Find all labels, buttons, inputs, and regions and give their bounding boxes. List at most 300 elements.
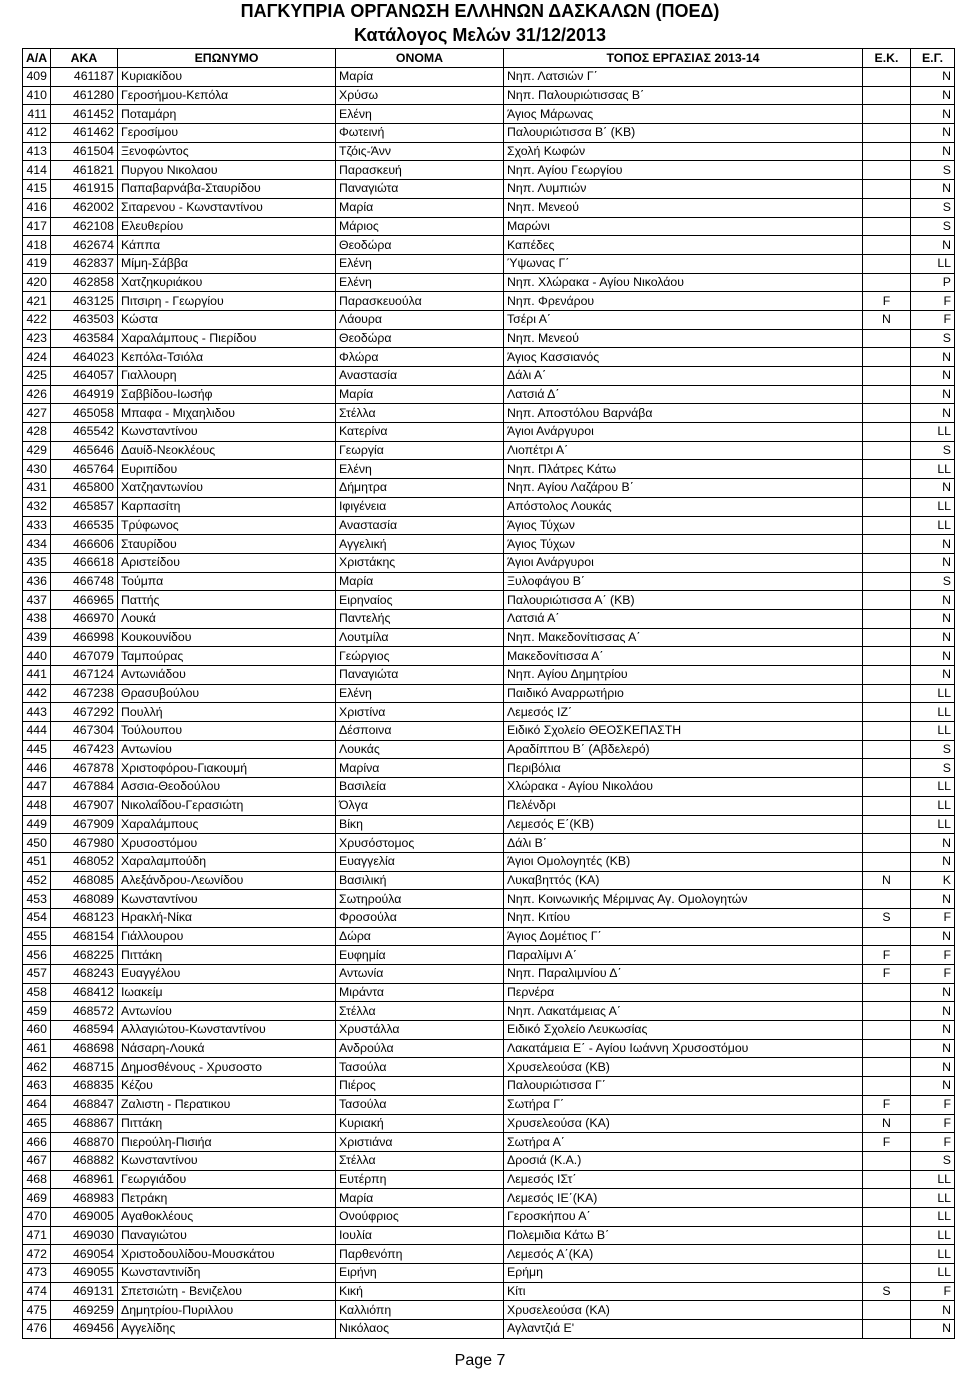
cell-name: Χριστιάνα [336, 1133, 504, 1152]
cell-eg: N [911, 105, 955, 124]
cell-surname: Κυριακίδου [118, 68, 336, 87]
table-row [23, 834, 955, 853]
cell-ek: N [863, 871, 911, 890]
cell-eg: N [911, 1320, 955, 1339]
cell-workplace: Αγλαντζιά Ε' [504, 1320, 863, 1339]
cell-name: Λουκάς [336, 740, 504, 759]
cell-aa: 476 [23, 1320, 51, 1339]
table-row [23, 254, 955, 273]
cell-ek [863, 385, 911, 404]
members-table [22, 48, 955, 1339]
cell-workplace: Ερήμη [504, 1264, 863, 1283]
cell-aa: 473 [23, 1264, 51, 1283]
cell-name: Μαρία [336, 385, 504, 404]
cell-workplace: Παλουριώτισσα Β΄ (ΚΒ) [504, 124, 863, 143]
cell-eg: N [911, 124, 955, 143]
header-row [23, 49, 955, 68]
cell-ek [863, 1320, 911, 1339]
cell-workplace: Ύψωνας Γ΄ [504, 254, 863, 273]
cell-aa: 412 [23, 124, 51, 143]
cell-workplace: Άγιος Τύχων [504, 535, 863, 554]
cell-ek [863, 236, 911, 255]
cell-workplace: Μαρώνι [504, 217, 863, 236]
cell-aa: 474 [23, 1282, 51, 1301]
cell-ek [863, 815, 911, 834]
cell-aa: 454 [23, 908, 51, 927]
cell-eg: N [911, 404, 955, 423]
table-row [23, 479, 955, 498]
cell-surname: Λουκά [118, 609, 336, 628]
cell-eg: N [911, 1002, 955, 1021]
cell-aka: 466748 [51, 572, 118, 591]
cell-aka: 469259 [51, 1301, 118, 1320]
cell-aa: 419 [23, 254, 51, 273]
cell-eg: N [911, 628, 955, 647]
cell-aka: 468052 [51, 852, 118, 871]
cell-aa: 444 [23, 722, 51, 741]
table-row [23, 647, 955, 666]
cell-aa: 416 [23, 198, 51, 217]
cell-surname: Χατζηκυριάκου [118, 273, 336, 292]
cell-workplace: Ξυλοφάγου Β΄ [504, 572, 863, 591]
cell-name: Γεωργία [336, 441, 504, 460]
cell-surname: Χαραλαμπούδη [118, 852, 336, 871]
cell-name: Αναστασία [336, 367, 504, 386]
table-row [23, 385, 955, 404]
cell-name: Ελένη [336, 105, 504, 124]
cell-workplace: Κίτι [504, 1282, 863, 1301]
cell-surname: Αγγελίδης [118, 1320, 336, 1339]
cell-surname: Παπαβαρνάβα-Σταυρίδου [118, 180, 336, 199]
cell-name: Παναγιώτα [336, 180, 504, 199]
cell-aka: 468225 [51, 946, 118, 965]
cell-surname: Θρασυβούλου [118, 684, 336, 703]
table-row [23, 609, 955, 628]
cell-ek [863, 516, 911, 535]
cell-aka: 461821 [51, 161, 118, 180]
cell-aka: 461452 [51, 105, 118, 124]
table-row [23, 965, 955, 984]
table-row [23, 1282, 955, 1301]
cell-eg: N [911, 666, 955, 685]
cell-aka: 467878 [51, 759, 118, 778]
cell-ek [863, 740, 911, 759]
cell-name: Δώρα [336, 927, 504, 946]
cell-ek [863, 703, 911, 722]
cell-surname: Χαραλάμπους [118, 815, 336, 834]
cell-eg: LL [911, 423, 955, 442]
table-row [23, 161, 955, 180]
cell-workplace: Δροσιά (Κ.Α.) [504, 1151, 863, 1170]
table-row [23, 983, 955, 1002]
cell-eg: S [911, 740, 955, 759]
cell-aka: 466998 [51, 628, 118, 647]
cell-workplace: Λατσιά Α΄ [504, 609, 863, 628]
cell-surname: Αγαθοκλέους [118, 1207, 336, 1226]
cell-name: Παρασκευή [336, 161, 504, 180]
cell-ek: N [863, 310, 911, 329]
members-table-body [23, 68, 955, 1339]
table-row [23, 1264, 955, 1283]
cell-eg: F [911, 310, 955, 329]
cell-aa: 457 [23, 965, 51, 984]
cell-aka: 463125 [51, 292, 118, 311]
table-row [23, 367, 955, 386]
cell-aka: 468961 [51, 1170, 118, 1189]
table-row [23, 1301, 955, 1320]
cell-workplace: Νηπ. Λακατάμειας Α΄ [504, 1002, 863, 1021]
cell-name: Θεοδώρα [336, 236, 504, 255]
cell-name: Παρθενόπη [336, 1245, 504, 1264]
cell-surname: Νάσαρη-Λουκά [118, 1039, 336, 1058]
cell-eg: F [911, 292, 955, 311]
cell-ek [863, 722, 911, 741]
cell-aa: 460 [23, 1021, 51, 1040]
cell-name: Βασιλεία [336, 778, 504, 797]
table-row [23, 796, 955, 815]
cell-workplace: Νηπ. Αγίου Λαζάρου Β΄ [504, 479, 863, 498]
table-row [23, 329, 955, 348]
cell-aa: 430 [23, 460, 51, 479]
cell-aka: 461504 [51, 142, 118, 161]
cell-aa: 410 [23, 86, 51, 105]
cell-workplace: Λεμεσός Ε΄(ΚΒ) [504, 815, 863, 834]
cell-name: Χρύσω [336, 86, 504, 105]
cell-surname: Νικολαΐδου-Γερασιώτη [118, 796, 336, 815]
cell-aa: 466 [23, 1133, 51, 1152]
cell-surname: Ταμπούρας [118, 647, 336, 666]
cell-ek [863, 834, 911, 853]
cell-aka: 462108 [51, 217, 118, 236]
cell-aa: 458 [23, 983, 51, 1002]
cell-ek [863, 348, 911, 367]
table-row [23, 404, 955, 423]
cell-name: Χρυσόστομος [336, 834, 504, 853]
cell-workplace: Δάλι Α΄ [504, 367, 863, 386]
cell-workplace: Άγιος Τύχων [504, 516, 863, 535]
cell-surname: Γεωργιάδου [118, 1170, 336, 1189]
cell-workplace: Γεροσκήπου Α΄ [504, 1207, 863, 1226]
cell-eg: S [911, 441, 955, 460]
cell-aka: 467909 [51, 815, 118, 834]
cell-workplace: Χρυσελεούσα (ΚΑ) [504, 1114, 863, 1133]
cell-surname: Σπετσιώτη - Βενιζελου [118, 1282, 336, 1301]
cell-workplace: Νηπ. Χλώρακα - Αγίου Νικολάου [504, 273, 863, 292]
cell-eg: N [911, 348, 955, 367]
cell-aa: 463 [23, 1077, 51, 1096]
cell-surname: Γεροσίμου [118, 124, 336, 143]
cell-aa: 465 [23, 1114, 51, 1133]
cell-surname: Τούμπα [118, 572, 336, 591]
cell-aka: 463584 [51, 329, 118, 348]
cell-ek [863, 1077, 911, 1096]
cell-surname: Ξενοφώντος [118, 142, 336, 161]
cell-workplace: Νηπ. Κοινωνικής Μέριμνας Αγ. Ομολογητών [504, 890, 863, 909]
table-row [23, 535, 955, 554]
cell-aka: 461915 [51, 180, 118, 199]
cell-eg: N [911, 367, 955, 386]
cell-aka: 467238 [51, 684, 118, 703]
table-row [23, 1151, 955, 1170]
cell-eg: N [911, 1077, 955, 1096]
cell-aka: 467980 [51, 834, 118, 853]
cell-name: Μιράντα [336, 983, 504, 1002]
cell-aka: 466618 [51, 553, 118, 572]
cell-eg: F [911, 1114, 955, 1133]
header-surname: ΕΠΩΝΥΜΟ [118, 49, 336, 68]
cell-surname: Χρυσοστόμου [118, 834, 336, 853]
cell-ek [863, 161, 911, 180]
cell-aka: 466535 [51, 516, 118, 535]
cell-name: Ευφημία [336, 946, 504, 965]
cell-eg: F [911, 908, 955, 927]
cell-aa: 451 [23, 852, 51, 871]
cell-aka: 468870 [51, 1133, 118, 1152]
cell-aka: 468123 [51, 908, 118, 927]
cell-aa: 414 [23, 161, 51, 180]
cell-aka: 468089 [51, 890, 118, 909]
cell-aa: 435 [23, 553, 51, 572]
cell-aa: 426 [23, 385, 51, 404]
table-row [23, 68, 955, 87]
cell-surname: Καρπασίτη [118, 497, 336, 516]
cell-surname: Σταυρίδου [118, 535, 336, 554]
cell-aa: 424 [23, 348, 51, 367]
header-eg: Ε.Γ. [911, 49, 955, 68]
cell-workplace: Σωτήρα Γ΄ [504, 1095, 863, 1114]
table-row [23, 666, 955, 685]
table-row [23, 815, 955, 834]
cell-ek [863, 1207, 911, 1226]
cell-name: Τασούλα [336, 1058, 504, 1077]
cell-surname: Παττής [118, 591, 336, 610]
cell-ek [863, 217, 911, 236]
cell-aka: 468698 [51, 1039, 118, 1058]
table-row [23, 1021, 955, 1040]
cell-name: Μαρίνα [336, 759, 504, 778]
cell-eg: N [911, 142, 955, 161]
cell-eg: F [911, 1095, 955, 1114]
cell-aa: 422 [23, 310, 51, 329]
cell-workplace: Νηπ. Αποστόλου Βαρνάβα [504, 404, 863, 423]
table-row [23, 1170, 955, 1189]
cell-ek [863, 329, 911, 348]
cell-eg: N [911, 68, 955, 87]
cell-name: Μαρία [336, 198, 504, 217]
cell-ek [863, 1245, 911, 1264]
cell-ek [863, 1264, 911, 1283]
cell-aka: 464057 [51, 367, 118, 386]
table-row [23, 1189, 955, 1208]
table-row [23, 348, 955, 367]
cell-ek [863, 142, 911, 161]
cell-surname: Πιτσιρη - Γεωργίου [118, 292, 336, 311]
cell-aa: 464 [23, 1095, 51, 1114]
cell-workplace: Χρυσελεούσα (ΚΑ) [504, 1301, 863, 1320]
cell-aa: 411 [23, 105, 51, 124]
cell-eg: N [911, 1021, 955, 1040]
cell-ek [863, 852, 911, 871]
cell-aka: 468085 [51, 871, 118, 890]
cell-surname: Πιττάκη [118, 946, 336, 965]
cell-workplace: Άγιος Δομέτιος Γ΄ [504, 927, 863, 946]
cell-name: Λάουρα [336, 310, 504, 329]
cell-aka: 462837 [51, 254, 118, 273]
cell-aa: 409 [23, 68, 51, 87]
cell-workplace: Παλουριώτισσα Γ΄ [504, 1077, 863, 1096]
cell-surname: Μίμη-Σάββα [118, 254, 336, 273]
cell-eg: LL [911, 796, 955, 815]
cell-aka: 465764 [51, 460, 118, 479]
cell-name: Πιέρος [336, 1077, 504, 1096]
cell-ek [863, 404, 911, 423]
cell-name: Ελένη [336, 684, 504, 703]
cell-name: Καλλιόπη [336, 1301, 504, 1320]
cell-name: Ιφιγένεια [336, 497, 504, 516]
cell-aa: 432 [23, 497, 51, 516]
cell-aa: 438 [23, 609, 51, 628]
cell-surname: Αλεξάνδρου-Λεωνίδου [118, 871, 336, 890]
cell-workplace: Παιδικό Αναρρωτήριο [504, 684, 863, 703]
cell-aa: 440 [23, 647, 51, 666]
cell-name: Ειρηναίος [336, 591, 504, 610]
cell-workplace: Ειδικό Σχολείο ΘΕΟΣΚΕΠΑΣΤΗ [504, 722, 863, 741]
cell-eg: N [911, 1039, 955, 1058]
cell-aka: 464919 [51, 385, 118, 404]
cell-eg: N [911, 852, 955, 871]
cell-eg: LL [911, 778, 955, 797]
cell-aka: 469131 [51, 1282, 118, 1301]
cell-surname: Χατζηαντωνίου [118, 479, 336, 498]
cell-eg: S [911, 329, 955, 348]
cell-workplace: Νηπ. Κιτίου [504, 908, 863, 927]
cell-name: Στέλλα [336, 1002, 504, 1021]
cell-ek [863, 198, 911, 217]
cell-eg: LL [911, 1226, 955, 1245]
table-row [23, 946, 955, 965]
cell-surname: Γιάλλουρου [118, 927, 336, 946]
cell-surname: Τούλουπου [118, 722, 336, 741]
cell-aa: 446 [23, 759, 51, 778]
cell-aka: 469030 [51, 1226, 118, 1245]
cell-ek: N [863, 1114, 911, 1133]
cell-aa: 449 [23, 815, 51, 834]
table-row [23, 124, 955, 143]
cell-eg: N [911, 535, 955, 554]
table-row [23, 908, 955, 927]
cell-workplace: Νηπ. Λατσιών Γ΄ [504, 68, 863, 87]
cell-name: Κική [336, 1282, 504, 1301]
cell-workplace: Νηπ. Μενεού [504, 329, 863, 348]
table-row [23, 927, 955, 946]
cell-surname: Παναγιώτου [118, 1226, 336, 1245]
cell-eg: N [911, 647, 955, 666]
cell-ek [863, 535, 911, 554]
cell-aa: 436 [23, 572, 51, 591]
cell-workplace: Σωτήρα Α΄ [504, 1133, 863, 1152]
cell-ek [863, 553, 911, 572]
table-row [23, 1039, 955, 1058]
cell-name: Τζόις-Άνν [336, 142, 504, 161]
cell-eg: N [911, 1058, 955, 1077]
cell-name: Φωτεινή [336, 124, 504, 143]
cell-aa: 417 [23, 217, 51, 236]
cell-surname: Σιταρενου - Κωνσταντίνου [118, 198, 336, 217]
cell-ek [863, 778, 911, 797]
cell-eg: S [911, 1151, 955, 1170]
cell-eg: N [911, 479, 955, 498]
cell-workplace: Νηπ. Παραλιμνίου Δ΄ [504, 965, 863, 984]
cell-workplace: Λακατάμεια Ε΄ - Αγίου Ιωάννη Χρυσοστόμου [504, 1039, 863, 1058]
cell-name: Ευτέρπη [336, 1170, 504, 1189]
table-row [23, 217, 955, 236]
cell-aa: 425 [23, 367, 51, 386]
cell-surname: Γεροσήμου-Κεπόλα [118, 86, 336, 105]
cell-aa: 447 [23, 778, 51, 797]
cell-eg: N [911, 609, 955, 628]
page-number: Page 7 [454, 1352, 506, 1369]
cell-workplace: Παλουριώτισσα Α΄ (ΚΒ) [504, 591, 863, 610]
cell-workplace: Καπέδες [504, 236, 863, 255]
cell-surname: Αριστείδου [118, 553, 336, 572]
cell-ek [863, 666, 911, 685]
cell-name: Κατερίνα [336, 423, 504, 442]
cell-ek [863, 1002, 911, 1021]
cell-surname: Ιωακείμ [118, 983, 336, 1002]
cell-eg: N [911, 86, 955, 105]
cell-aka: 467124 [51, 666, 118, 685]
cell-aka: 466965 [51, 591, 118, 610]
cell-workplace: Λεμεσός ΙΕ΄(ΚΑ) [504, 1189, 863, 1208]
cell-ek [863, 1058, 911, 1077]
table-row [23, 890, 955, 909]
cell-aka: 469054 [51, 1245, 118, 1264]
cell-aka: 465800 [51, 479, 118, 498]
cell-name: Παντελής [336, 609, 504, 628]
cell-name: Ειρήνη [336, 1264, 504, 1283]
cell-aka: 468243 [51, 965, 118, 984]
cell-workplace: Χρυσελεούσα (ΚΒ) [504, 1058, 863, 1077]
cell-name: Αγγελική [336, 535, 504, 554]
table-row [23, 497, 955, 516]
cell-ek [863, 572, 911, 591]
table-row [23, 1114, 955, 1133]
cell-eg: LL [911, 254, 955, 273]
table-row [23, 591, 955, 610]
cell-workplace: Περιβόλια [504, 759, 863, 778]
cell-name: Στέλλα [336, 1151, 504, 1170]
cell-workplace: Λιοπέτρι Α΄ [504, 441, 863, 460]
cell-name: Ελένη [336, 273, 504, 292]
cell-eg: N [911, 385, 955, 404]
cell-aka: 465646 [51, 441, 118, 460]
cell-ek [863, 1170, 911, 1189]
cell-workplace: Άγιοι Ανάργυροι [504, 553, 863, 572]
cell-aka: 468867 [51, 1114, 118, 1133]
cell-aka: 461280 [51, 86, 118, 105]
cell-aa: 437 [23, 591, 51, 610]
table-row [23, 553, 955, 572]
cell-aa: 467 [23, 1151, 51, 1170]
cell-name: Βασιλική [336, 871, 504, 890]
cell-workplace: Χλώρακα - Αγίου Νικολάου [504, 778, 863, 797]
cell-aka: 468882 [51, 1151, 118, 1170]
cell-eg: F [911, 1133, 955, 1152]
cell-aa: 450 [23, 834, 51, 853]
table-row [23, 441, 955, 460]
cell-surname: Πιερούλη-Πισιήα [118, 1133, 336, 1152]
cell-ek [863, 591, 911, 610]
